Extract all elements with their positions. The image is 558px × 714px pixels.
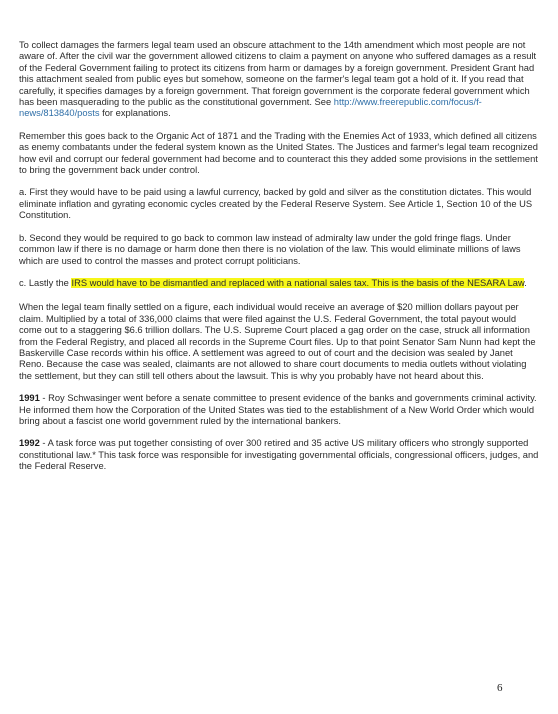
paragraph-item-a: a. First they would have to be paid using a lawful currency, backed by gold and silver as the constitution dictates. This would eliminate inflation and gyrating economic cycles created by the Federal Reserve System. See Article 1, Section 10 of the US Constitution. <box>19 187 533 221</box>
freerepublic-link[interactable]: http://www.freerepublic.com/focus/f-news/813840/posts <box>19 97 482 119</box>
paragraph-text: . <box>524 277 527 288</box>
paragraph-1992 <box>19 438 539 472</box>
paragraph-item-c <box>19 278 539 289</box>
paragraph-organic-act: Remember this goes back to the Organic Act of 1871 and the Trading with the Enemies Act of 1933, which defined all citizens as enemy combatants under the federal system known as the United States. The Justices and farmer's legal team recognized how evil and corrupt our federal government had become and to counteract this they added some provisions in the settlement to bring the government back under control. <box>19 130 538 176</box>
paragraph-item-b: b. Second they would be required to go back to common law instead of admiralty law under the gold fringe flags. Under common law if there is no damage or harm done then there is no violation of the law. This would eliminate millions of laws which are used to control the masses and protect corrupt politicians. <box>19 232 521 266</box>
paragraph-1991 <box>19 393 539 427</box>
paragraph-settlement: When the legal team finally settled on a figure, each individual would receive an average of $20 million dollars payout per claim. Multiplied by a total of 336,000 claims that were filed against the U.S. Federal Government, the total payout would come out to a staggering $6.6 trillion dollars. The U.S. Supreme Court placed a gag order on the case, struck all information from the Federal Registry, and placed all records in the Supreme Court files. Up to that point Senator Sam Nunn had kept the Baskerville Case records within his office. A settlement was agreed to out of court and the decision was sealed by Janet Reno. Because the case was sealed, claimants are not allowed to share court documents to media outlets without violating the settlement, but they can still tell others about the lawsuit. This is why you probably have not heard about this. <box>19 302 536 381</box>
paragraph-text: - A task force was put together consisting of over 300 retired and 35 active US military officers who strongly supported constitutional law.* This task force was responsible for investigating governmental officials, congressional officers, judges, and the Federal Reserve. <box>19 438 539 472</box>
paragraph-text: c. Lastly the <box>19 277 72 288</box>
year-label: 1991 <box>19 393 40 404</box>
paragraph-text: - Roy Schwasinger went before a senate committee to present evidence of the banks and governments criminal activity. He informed them how the Corporation of the United States was tied to the establishment of a New World Order which would bring about a fascist one world government ruled by the international bankers. <box>19 393 537 426</box>
year-label: 1992 <box>19 438 40 449</box>
highlighted-text: IRS would have to be dismantled and replaced with a national sales tax. This is the basis of the NESARA Law <box>71 277 525 288</box>
paragraph-damages-attachment <box>19 40 539 120</box>
document-body <box>19 40 539 484</box>
page-number: 6 <box>497 682 503 694</box>
paragraph-text: for explanations. <box>99 108 171 119</box>
paragraph-text: To collect damages the farmers legal team used an obscure attachment to the 14th amendment which most people are not aware of. After the civil war the government allowed citizens to claim a payment on anyone who suffered damages as a result of the Federal Government failing to protect its citizens from harm or damages by a foreign government. President Grant had this attachment sealed from public eyes but somehow, someone on the farmer's legal team got a hold of it. If you read that carefully, it specifies damages by a foreign government. That foreign government is the corporate federal government which has been masquerading to the public as the constitutional government. See <box>19 40 537 108</box>
